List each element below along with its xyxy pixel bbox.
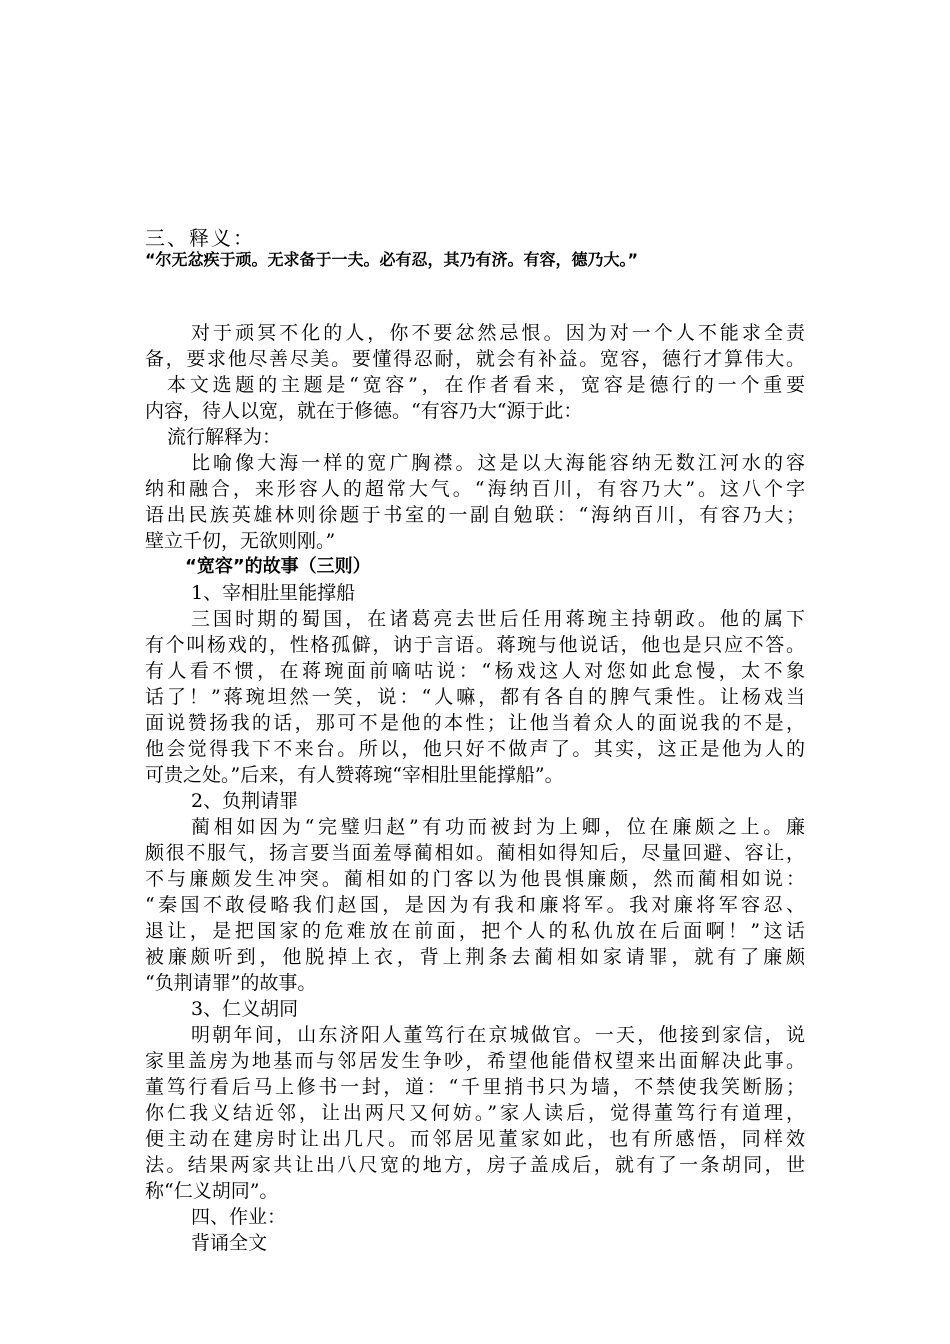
paragraph-line: 本文选题的主题是“宽容”，在作者看来，宽容是德行的一个重要	[167, 374, 805, 396]
story-heading: “宽容”的故事（三则）	[185, 556, 371, 577]
paragraph-line: 备，要求他尽善尽美。要懂得忍耐，就会有补益。宽容，德行才算伟大。	[145, 348, 805, 370]
paragraph-line: 有个叫杨戏的，性格孤僻，讷于言语。蒋琬与他说话，他也是只应不答。	[145, 634, 805, 656]
body-text	[145, 320, 805, 1256]
paragraph-line: 面说赞扬我的话，那可不是他的本性；让他当着众人的面说我的不是，	[145, 712, 805, 734]
paragraph-line: 你仁我义结近邻，让出两尺又何妨。”家人读后，觉得董笃行有道理，	[145, 1102, 805, 1124]
story-title: 3、仁义胡同	[191, 998, 299, 1020]
paragraph-line: 法。结果两家共让出八尺宽的地方，房子盖成后，就有了一条胡同，世	[145, 1154, 805, 1176]
paragraph-line: “秦国不敢侵略我们赵国，是因为有我和廉将军。我对廉将军容忍、	[145, 894, 805, 916]
paragraph-line: 话了！”蒋琬坦然一笑，说：“人嘛，都有各自的脾气秉性。让杨戏当	[145, 686, 805, 708]
section-title-explanation: 三、释义：	[145, 226, 255, 250]
paragraph-line: 比喻像大海一样的宽广胸襟。这是以大海能容纳无数江河水的容	[191, 452, 805, 474]
paragraph-line: 称“仁义胡同”。	[145, 1180, 279, 1202]
paragraph-line: 三国时期的蜀国，在诸葛亮去世后任用蒋琬主持朝政。他的属下	[191, 608, 805, 630]
story-title: 2、负荆请罪	[191, 790, 299, 812]
paragraph-line: 退让，是把国家的危难放在前面，把个人的私仇放在后面啊！”这话	[145, 920, 805, 942]
paragraph-line: 语出民族英雄林则徐题于书室的一副自勉联：“海纳百川，有容乃大；	[145, 504, 805, 526]
section-title-homework: 四、作业：	[191, 1206, 287, 1228]
paragraph-line: 颇很不服气，扬言要当面羞辱蔺相如。蔺相如得知后，尽量回避、容让，	[145, 842, 805, 864]
paragraph-line: 流行解释为：	[167, 426, 282, 448]
paragraph-line: 对于顽冥不化的人，你不要忿然忌恨。因为对一个人不能求全责	[191, 322, 805, 344]
paragraph-line: 家里盖房为地基而与邻居发生争吵，希望他能借权望来出面解决此事。	[145, 1050, 805, 1072]
paragraph-line: 他会觉得我下不来台。所以，他只好不做声了。其实，这正是他为人的	[145, 738, 805, 760]
paragraph-line: 便主动在建房时让出几尺。而邻居见董家如此，也有所感悟，同样效	[145, 1128, 805, 1150]
paragraph-line: 可贵之处。”后来，有人赞蒋琬“宰相肚里能撑船”。	[145, 764, 564, 786]
story-title: 1、宰相肚里能撑船	[191, 582, 356, 604]
paragraph-line: “负荆请罪”的故事。	[145, 972, 317, 994]
paragraph-line: 蔺相如因为“完璧归赵”有功而被封为上卿，位在廉颇之上。廉	[191, 816, 805, 838]
paragraph-line: 被廉颇听到，他脱掉上衣，背上荆条去蔺相如家请罪，就有了廉颇	[145, 946, 805, 968]
paragraph-line: 明朝年间，山东济阳人董笃行在京城做官。一天，他接到家信，说	[191, 1024, 805, 1046]
paragraph-line: 董笃行看后马上修书一封，道：“千里捎书只为墙，不禁使我笑断肠；	[145, 1076, 805, 1098]
paragraph-line: 不与廉颇发生冲突。蔺相如的门客以为他畏惧廉颇，然而蔺相如说：	[145, 868, 805, 890]
quote-text: “尔无忿疾于顽。无求备于一夫。必有忍，其乃有济。有容，德乃大。”	[145, 250, 639, 269]
paragraph-line: 纳和融合，来形容人的超常大气。“海纳百川，有容乃大”。这八个字	[145, 478, 805, 500]
paragraph-line: 有人看不惯，在蒋琬面前嘀咕说：“杨戏这人对您如此怠慢，太不象	[145, 660, 805, 682]
paragraph-line: 内容，待人以宽，就在于修德。“有容乃大“源于此：	[145, 400, 583, 422]
paragraph-line: 壁立千仞，无欲则刚。”	[145, 530, 336, 552]
homework-text: 背诵全文	[191, 1232, 268, 1254]
